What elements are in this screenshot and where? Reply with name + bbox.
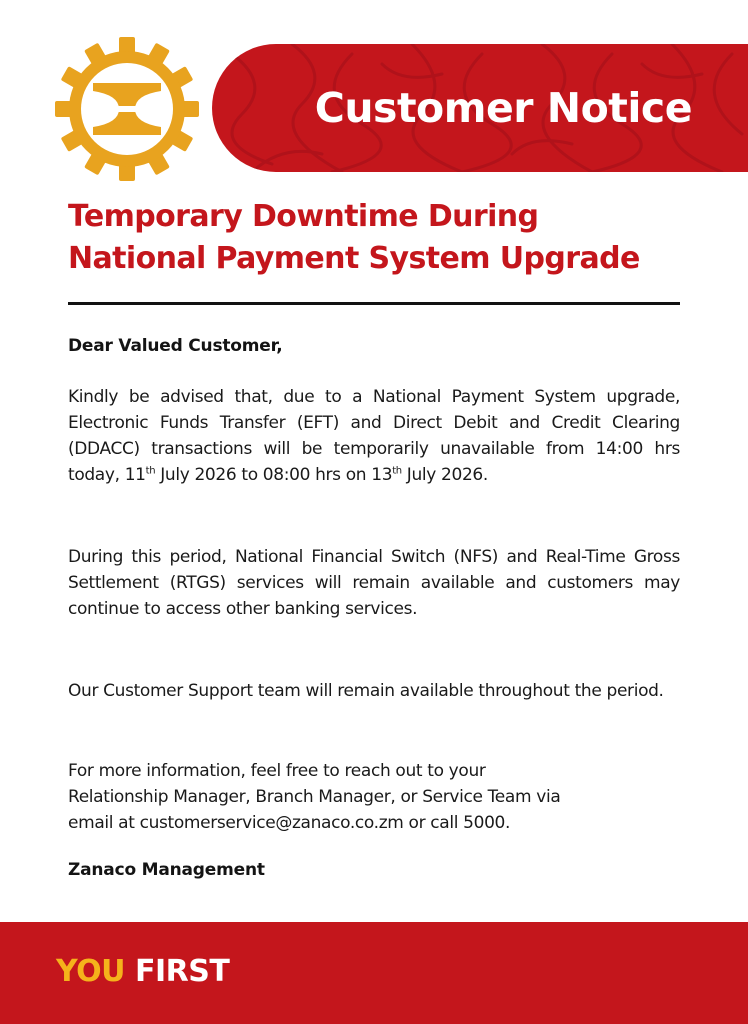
contact-line-3: email at customerservice@zanaco.co.zm or call 5000. [68, 813, 511, 833]
paragraph-downtime-text-b: July 2026 to 08:00 hrs on 13 [155, 465, 393, 485]
contact-line-1: For more information, feel free to reach out to your [68, 761, 486, 781]
paragraph-downtime-text-c: July 2026. [401, 465, 488, 485]
tagline-you: YOU [56, 954, 126, 989]
signature: Zanaco Management [68, 860, 265, 880]
banner-title: Customer Notice [314, 84, 692, 132]
paragraph-services-available: During this period, National Financial Switch (NFS) and Real-Time Gross Settlement (RTGS) services will remain available and customers may continue to access other banking services. [68, 547, 680, 619]
ordinal-suffix-2: th [392, 465, 402, 477]
contact-line-2: Relationship Manager, Branch Manager, or Service Team via [68, 787, 561, 807]
salutation: Dear Valued Customer, [68, 336, 283, 356]
zanaco-logo [54, 36, 200, 182]
ordinal-suffix-1: th [145, 465, 156, 477]
paragraph-contact [68, 758, 680, 836]
headline-line-2: National Payment System Upgrade [68, 241, 640, 276]
tagline-first: FIRST [134, 954, 230, 989]
footer-tagline [56, 954, 229, 989]
paragraph-support: Our Customer Support team will remain available throughout the period. [68, 681, 664, 701]
paragraph-downtime [68, 384, 680, 488]
paragraph-downtime-text-a: Kindly be advised that, due to a National Payment System upgrade, Electronic Funds Transfer (EFT) and Direct Debit and Credit Clearing (DDACC) transactions will be temporarily unavailable from 14:00 hrs today, 11 [68, 387, 680, 485]
zanaco-gear-logo-icon [54, 36, 200, 182]
headline-line-1: Temporary Downtime During [68, 199, 539, 234]
notice-headline [68, 196, 708, 280]
customer-notice-banner [212, 44, 748, 172]
headline-divider [68, 302, 680, 305]
